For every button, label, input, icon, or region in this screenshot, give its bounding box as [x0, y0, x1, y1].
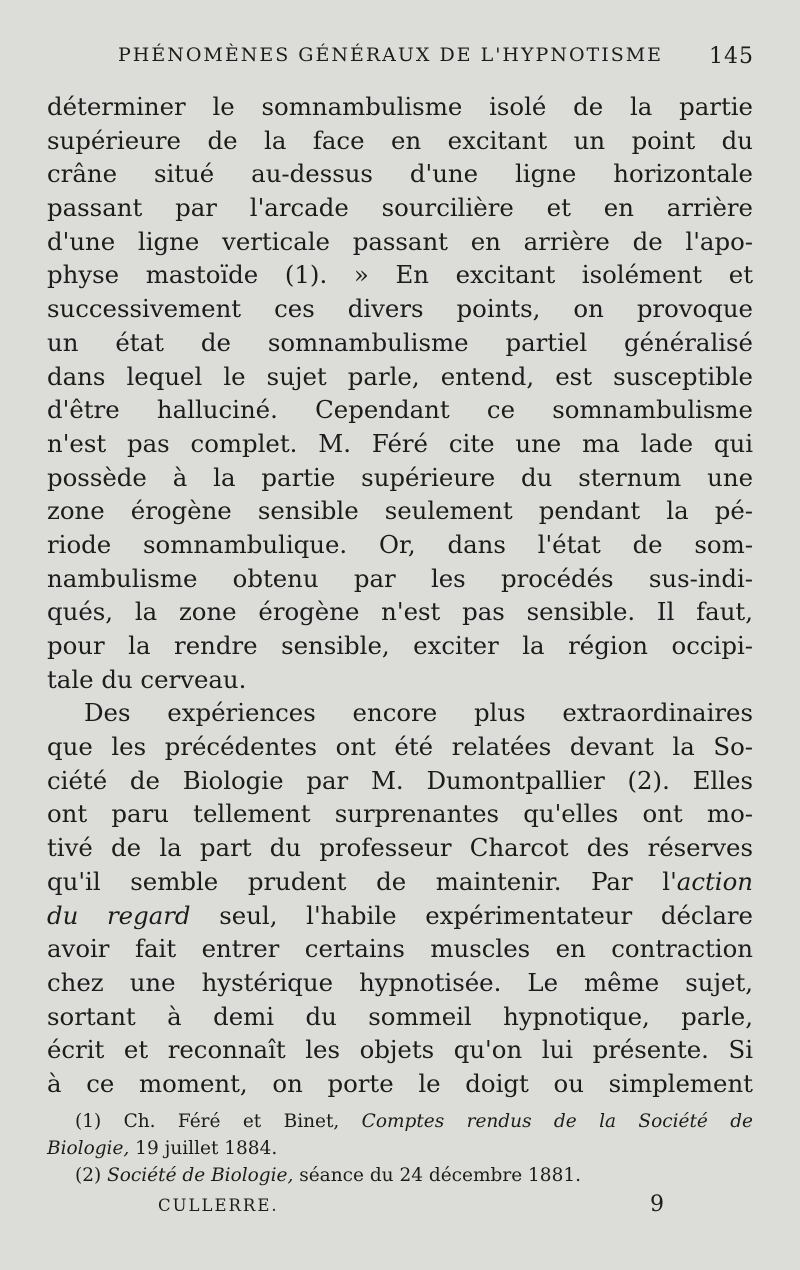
footnote-italic: Biologie, — [47, 1138, 130, 1159]
text-line: ont paru tellement surprenantes qu'elles ont mo- — [47, 799, 753, 829]
text-line: à ce moment, on porte le doigt ou simplement — [47, 1068, 753, 1098]
text-line: supérieure de la face en excitant un point du — [47, 125, 753, 155]
page-number: 145 — [709, 44, 754, 69]
text-line: d'être halluciné. Cependant ce somnambulisme — [47, 395, 753, 425]
text-line: un état de somnambulisme partiel généralisé — [47, 327, 753, 357]
text-line: chez une hystérique hypnotisée. Le même sujet, — [47, 967, 753, 997]
text-line: successivement ces divers points, on provoque — [47, 294, 753, 324]
footnote-text: séance du 24 décembre 1881. — [293, 1165, 581, 1186]
body-text — [47, 90, 753, 1101]
text-line: zone érogène sensible seulement pendant la pé- — [47, 496, 753, 526]
footnote-text: 19 juillet 1884. — [129, 1138, 278, 1159]
footnote-1 — [47, 1108, 753, 1135]
text-line: que les précédentes ont été relatées devant la So- — [47, 732, 753, 762]
footnote-2 — [47, 1162, 753, 1189]
footnote-italic: Comptes rendus de la Société de — [361, 1111, 753, 1132]
running-head — [118, 44, 754, 74]
footnotes — [47, 1108, 753, 1189]
text-line: ciété de Biologie par M. Dumontpallier (2). Elles — [47, 765, 753, 795]
text-line: pour la rendre sensible, exciter la région occipi- — [47, 631, 753, 660]
text-line: dans lequel le sujet parle, entend, est susceptible — [47, 361, 753, 391]
text-line: avoir fait entrer certains muscles en contraction — [47, 934, 753, 964]
text-line: riode somnambulique. Or, dans l'état de som- — [47, 529, 753, 559]
text-line: crâne situé au-dessus d'une ligne horizontale — [47, 159, 753, 189]
text-line-paragraph-start: Des expériences encore plus extraordinaires — [84, 698, 753, 728]
sheet-number: 9 — [650, 1192, 664, 1217]
text-segment: seul, l'habile expérimentateur déclare — [190, 900, 753, 930]
text-line: d'une ligne verticale passant en arrière de l'apo- — [47, 226, 753, 256]
text-line: déterminer le somnambulisme isolé de la partie — [47, 92, 753, 121]
text-line: écrit et reconnaît les objets qu'on lui présente. Si — [47, 1035, 753, 1065]
text-line: qués, la zone érogène n'est pas sensible. Il faut, — [47, 597, 753, 627]
footnote-text: (2) — [75, 1165, 108, 1186]
text-line: passant par l'arcade sourcilière et en arrière — [47, 193, 753, 223]
text-line: tivé de la part du professeur Charcot des réserves — [47, 833, 753, 863]
italic-text: du regard — [47, 900, 191, 930]
text-line: sortant à demi du sommeil hypnotique, parle, — [47, 1001, 753, 1031]
text-line: possède à la partie supérieure du sternum une — [47, 462, 753, 492]
text-line — [47, 899, 753, 933]
text-segment: qu'il semble prudent de maintenir. Par l' — [47, 866, 677, 896]
running-head-title: PHÉNOMÈNES GÉNÉRAUX DE L'HYPNOTISME — [118, 44, 664, 66]
printer-signature: CULLERRE. — [158, 1196, 279, 1215]
footnote-italic: Société de Biologie, — [107, 1165, 294, 1186]
footnote-1-cont — [47, 1135, 753, 1162]
text-line — [47, 865, 753, 899]
text-line: physe mastoïde (1). » En excitant isolément et — [47, 260, 753, 290]
italic-text: action — [676, 866, 753, 896]
text-line: n'est pas complet. M. Féré cite une ma lade qui — [47, 428, 753, 458]
footnote-text: (1) Ch. Féré et Binet, — [75, 1111, 362, 1132]
text-line: nambulisme obtenu par les procédés sus-indi- — [47, 563, 753, 593]
text-line: tale du cerveau. — [47, 664, 247, 694]
